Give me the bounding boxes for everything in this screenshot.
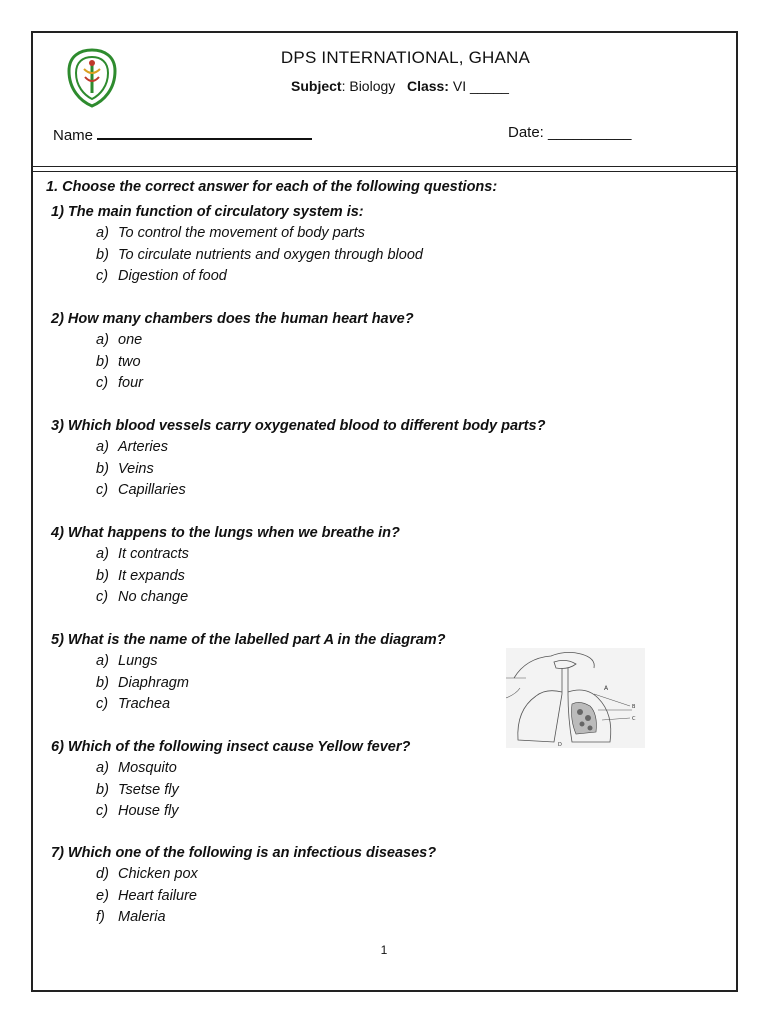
option-letter: a) bbox=[96, 225, 109, 241]
answer-option[interactable] bbox=[96, 695, 170, 713]
option-text: Veins bbox=[118, 460, 154, 477]
answer-option[interactable] bbox=[96, 865, 198, 883]
option-letter: b) bbox=[96, 353, 109, 370]
school-name: DPS INTERNATIONAL, GHANA bbox=[280, 48, 531, 67]
option-text: Capillaries bbox=[118, 482, 186, 498]
question-text: 2) How many chambers does the human heart have? bbox=[51, 311, 414, 327]
answer-option[interactable] bbox=[96, 588, 188, 606]
option-letter: e) bbox=[96, 887, 109, 904]
class-value: VI _____ bbox=[452, 78, 509, 94]
option-letter: c) bbox=[96, 589, 109, 605]
option-letter: c) bbox=[96, 803, 109, 819]
question-text: 4) What happens to the lungs when we breathe in? bbox=[51, 525, 400, 541]
respiratory-system-diagram bbox=[506, 648, 645, 748]
subject-value: : Biology bbox=[341, 78, 396, 94]
answer-option[interactable] bbox=[96, 246, 423, 264]
option-letter: d) bbox=[96, 866, 109, 882]
subject-label: Subject bbox=[291, 78, 342, 94]
option-letter: a) bbox=[96, 653, 109, 669]
question-text: 5) What is the name of the labelled part A in the diagram? bbox=[51, 632, 446, 648]
option-letter: c) bbox=[96, 482, 109, 498]
subject-line bbox=[291, 78, 509, 94]
option-letter: f) bbox=[96, 909, 105, 925]
question-text: 6) Which of the following insect cause Yellow fever? bbox=[51, 739, 411, 755]
answer-option[interactable] bbox=[96, 545, 189, 563]
option-text: four bbox=[118, 375, 143, 391]
answer-option[interactable] bbox=[96, 267, 227, 285]
answer-option[interactable] bbox=[96, 481, 186, 499]
answer-option[interactable] bbox=[96, 781, 179, 799]
answer-option[interactable] bbox=[96, 908, 166, 926]
option-letter: b) bbox=[96, 567, 109, 584]
answer-option[interactable] bbox=[96, 460, 154, 478]
option-letter: a) bbox=[96, 439, 109, 455]
answer-option[interactable] bbox=[96, 652, 158, 670]
option-letter: b) bbox=[96, 781, 109, 798]
option-letter: a) bbox=[96, 760, 109, 776]
name-field[interactable] bbox=[53, 124, 312, 144]
answer-option[interactable] bbox=[96, 887, 197, 905]
name-blank[interactable] bbox=[97, 124, 312, 140]
question-text: 3) Which blood vessels carry oxygenated blood to different body parts? bbox=[51, 418, 546, 434]
svg-text:B: B bbox=[632, 704, 636, 710]
svg-text:D: D bbox=[558, 742, 562, 748]
option-text: Arteries bbox=[118, 439, 168, 455]
answer-option[interactable] bbox=[96, 802, 178, 820]
option-text: Diaphragm bbox=[118, 674, 189, 691]
question-text: 7) Which one of the following is an infectious diseases? bbox=[51, 845, 437, 861]
option-text: To control the movement of body parts bbox=[118, 225, 365, 241]
option-letter: b) bbox=[96, 674, 109, 691]
option-letter: c) bbox=[96, 268, 109, 284]
option-text: Heart failure bbox=[118, 887, 197, 904]
question-text: 1) The main function of circulatory system is: bbox=[51, 204, 364, 220]
date-field[interactable]: Date: __________ bbox=[508, 124, 632, 141]
svg-text:C: C bbox=[632, 716, 636, 722]
svg-text:A: A bbox=[604, 685, 609, 692]
answer-option[interactable] bbox=[96, 353, 141, 371]
option-letter: b) bbox=[96, 460, 109, 477]
option-letter: b) bbox=[96, 246, 109, 263]
answer-option[interactable] bbox=[96, 674, 189, 692]
option-letter: c) bbox=[96, 696, 109, 712]
option-text: It contracts bbox=[118, 546, 189, 562]
option-text: It expands bbox=[118, 567, 185, 584]
option-letter: c) bbox=[96, 375, 109, 391]
divider bbox=[33, 171, 736, 172]
option-text: two bbox=[118, 353, 141, 370]
name-label: Name bbox=[53, 127, 94, 144]
answer-option[interactable] bbox=[96, 374, 143, 392]
option-text: Mosquito bbox=[118, 760, 177, 776]
option-text: Digestion of food bbox=[118, 268, 227, 284]
answer-option[interactable] bbox=[96, 759, 177, 777]
option-letter: a) bbox=[96, 332, 109, 348]
option-text: Trachea bbox=[118, 696, 171, 712]
option-text: No change bbox=[118, 589, 189, 605]
class-label: Class: bbox=[406, 78, 449, 94]
option-text: Lungs bbox=[118, 653, 158, 669]
answer-option[interactable] bbox=[96, 224, 365, 242]
section-heading: 1. Choose the correct answer for each of the following questions: bbox=[46, 179, 498, 195]
option-text: House fly bbox=[118, 803, 179, 819]
answer-option[interactable] bbox=[96, 438, 168, 456]
option-text: Chicken pox bbox=[118, 866, 198, 882]
option-text: Maleria bbox=[118, 909, 166, 925]
answer-option[interactable] bbox=[96, 567, 185, 585]
divider bbox=[33, 166, 736, 167]
option-text: To circulate nutrients and oxygen through blood bbox=[118, 246, 423, 263]
page-number: 1 bbox=[380, 943, 388, 957]
answer-option[interactable] bbox=[96, 331, 142, 349]
option-text: one bbox=[118, 332, 143, 348]
option-text: Tsetse fly bbox=[118, 781, 179, 798]
option-letter: a) bbox=[96, 546, 109, 562]
